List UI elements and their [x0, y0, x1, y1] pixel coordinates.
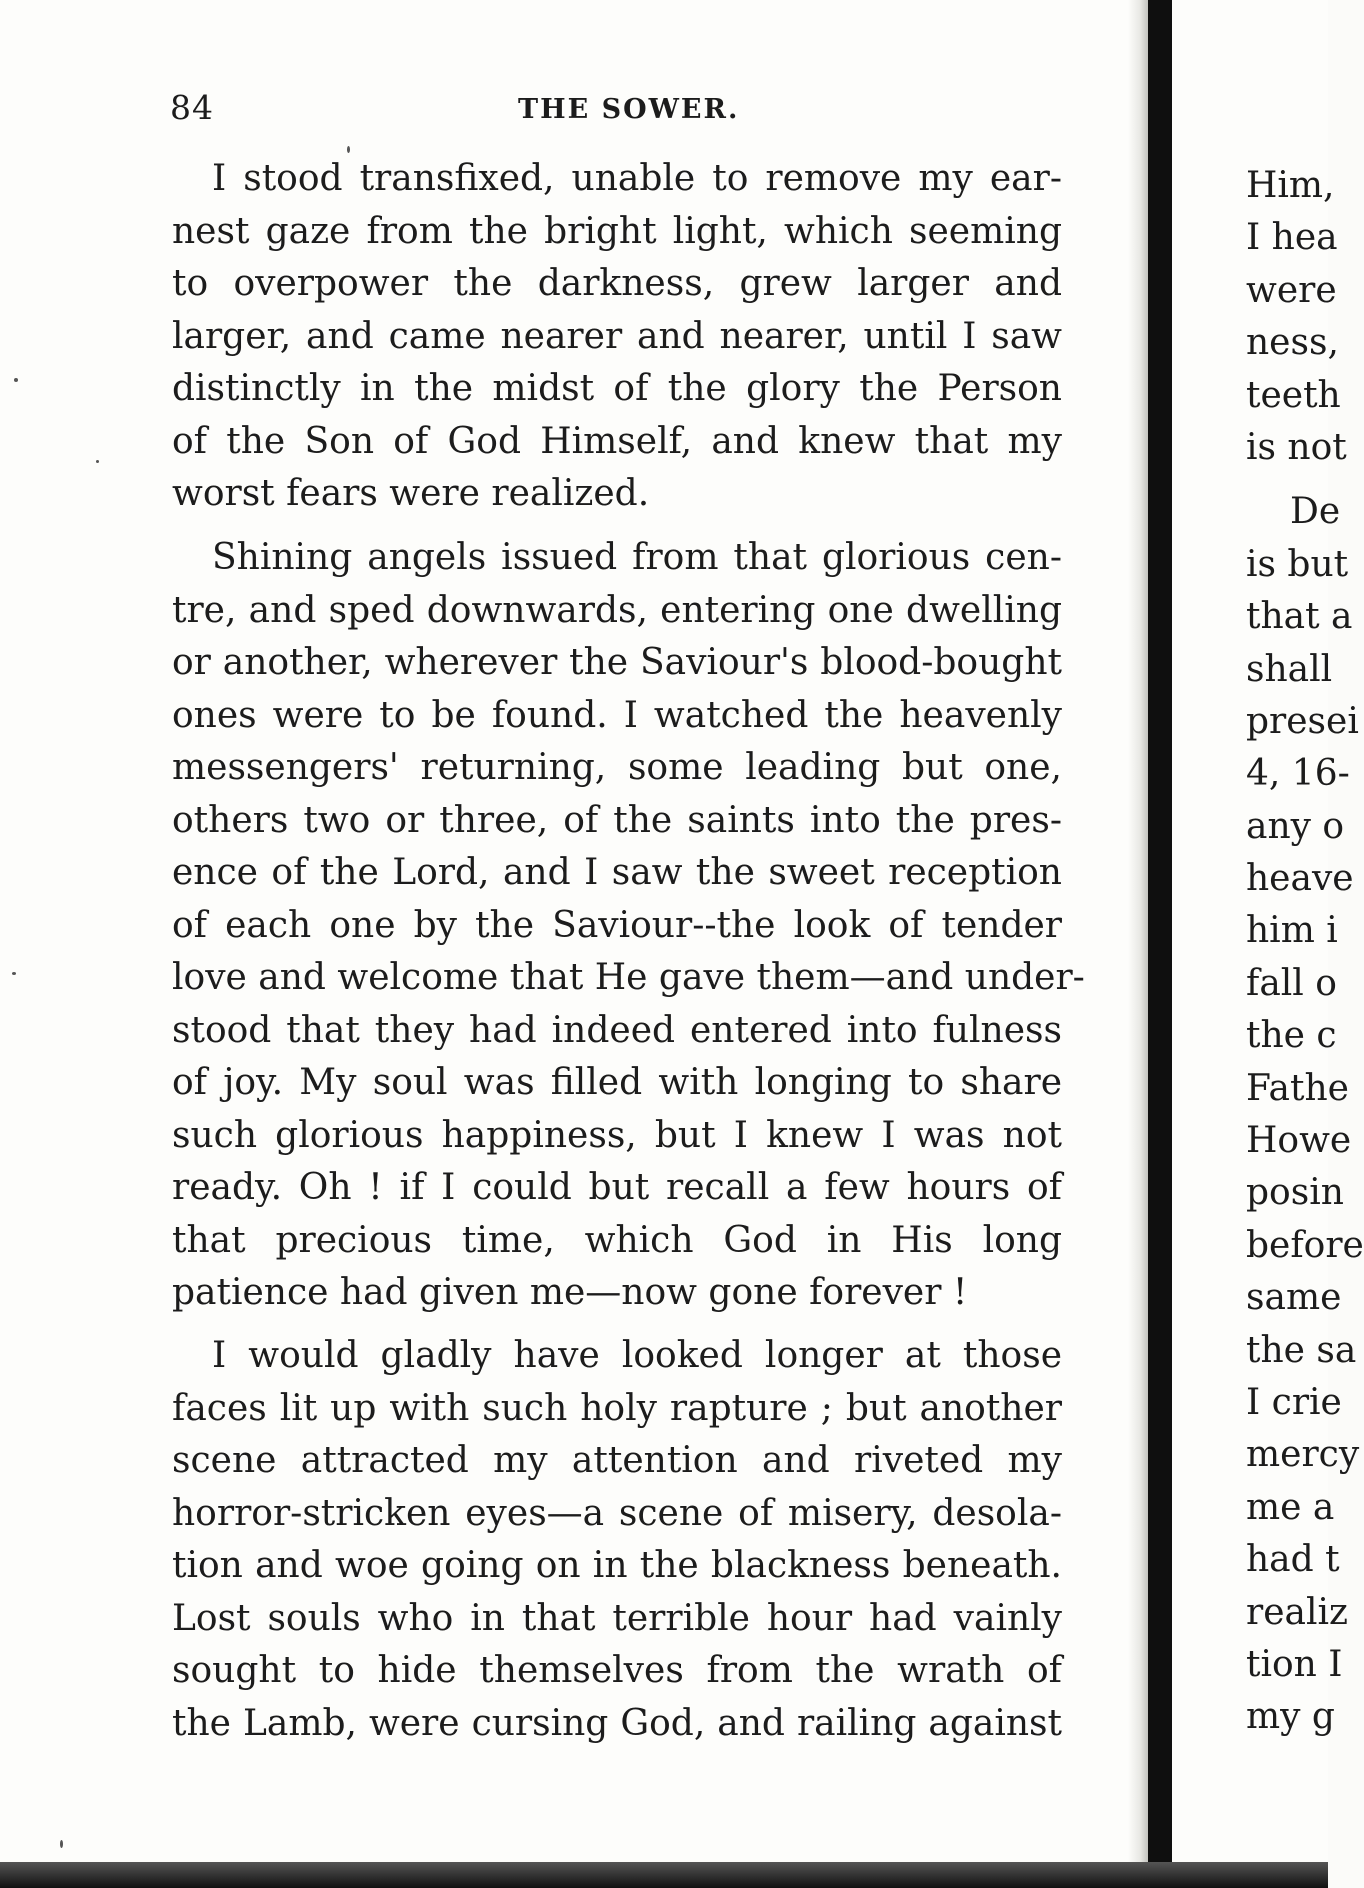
text-line: others two or three, of the saints into the pres- [172, 799, 1062, 841]
ink-speck [12, 972, 16, 975]
text-line: messengers' returning, some leading but one, [172, 747, 1062, 788]
text-line: nest gaze from the bright light, which seeming [172, 210, 1062, 252]
text-line: 4, 16- [1246, 753, 1350, 795]
text-line: were [1246, 269, 1337, 311]
text-line: Lost souls who in that terrible hour had vainly [172, 1597, 1062, 1639]
text-line: scene attracted my attention and riveted my [172, 1440, 1062, 1481]
gutter-shadow [1128, 0, 1150, 1888]
text-line: Him, [1246, 165, 1335, 206]
text-line: tion and woe going on in the blackness beneath. [172, 1545, 1062, 1586]
text-line: Howe [1246, 1120, 1352, 1162]
scan-bottom-edge [0, 1862, 1328, 1888]
text-line: that precious time, which God in His long [172, 1219, 1062, 1261]
text-line: that a [1246, 596, 1353, 638]
text-line: the Lamb, were cursing God, and railing against [172, 1702, 1062, 1744]
paragraph-3 [172, 1330, 1062, 1750]
text-line: shall [1246, 648, 1333, 690]
text-line: Fathe [1246, 1067, 1349, 1109]
text-line: stood that they had indeed entered into fulness [172, 1009, 1062, 1051]
text-line: such glorious happiness, but I knew I was not [172, 1114, 1062, 1156]
text-line: I crie [1246, 1381, 1342, 1423]
text-line: to overpower the darkness, grew larger and [172, 263, 1062, 304]
text-line: is but [1246, 543, 1349, 585]
text-line: of the Son of God Himself, and knew that my [172, 420, 1062, 462]
text-line: I stood transfixed, unable to remove my ear- [212, 158, 1062, 199]
text-line: I hea [1246, 217, 1338, 259]
text-line: sought to hide themselves from the wrath of [172, 1650, 1062, 1691]
text-line: had t [1246, 1539, 1340, 1581]
text-line: horror-stricken eyes—a scene of misery, desola- [172, 1492, 1062, 1534]
right-page [1172, 0, 1364, 1862]
text-line: me a [1246, 1486, 1335, 1528]
text-line: the c [1246, 1015, 1337, 1057]
text-line: ence of the Lord, and I saw the sweet reception [172, 852, 1062, 893]
text-line: realiz [1246, 1591, 1348, 1633]
text-line: any o [1246, 805, 1345, 847]
text-line: heave [1246, 858, 1354, 900]
text-line: teeth [1246, 374, 1341, 416]
running-head: THE SOWER. [518, 94, 740, 125]
text-line: my g [1246, 1696, 1335, 1738]
text-line: is not [1246, 426, 1347, 468]
text-line: or another, wherever the Saviour's blood-bought [172, 642, 1062, 683]
text-line: worst fears were realized. [172, 473, 650, 514]
text-line: of each one by the Saviour--the look of tender [172, 904, 1062, 946]
text-line: same [1246, 1277, 1342, 1319]
text-line: distinctly in the midst of the glory the Person [172, 368, 1062, 409]
text-line: larger, and came nearer and nearer, until I saw [172, 315, 1062, 357]
ink-speck [96, 460, 99, 463]
text-line: patience had given me—now gone forever ! [172, 1272, 968, 1313]
text-line: ready. Oh ! if I could but recall a few hours of [172, 1167, 1062, 1208]
text-line: tre, and sped downwards, entering one dwelling [172, 589, 1062, 631]
ink-speck [14, 378, 18, 382]
text-line: presei [1246, 700, 1359, 742]
text-line: of joy. My soul was filled with longing to share [172, 1062, 1062, 1103]
text-line: love and welcome that He gave them—and under- [172, 957, 1085, 998]
text-line: De [1290, 491, 1341, 533]
text-line: posin [1246, 1172, 1344, 1214]
ink-speck [347, 146, 350, 153]
paragraph-2 [172, 532, 1085, 1320]
text-line: Shining angels issued from that glorious cen- [212, 537, 1062, 578]
text-line: faces lit up with such holy rapture ; but another [172, 1387, 1062, 1429]
text-line: mercy [1246, 1434, 1360, 1476]
ink-speck [60, 1840, 63, 1848]
text-line: the sa [1246, 1329, 1357, 1371]
paragraph-1 [172, 153, 1062, 521]
right-page-text [1246, 160, 1364, 1744]
text-line: before [1246, 1224, 1364, 1266]
text-line: fall o [1246, 962, 1337, 1004]
text-line: I would gladly have looked longer at those [212, 1335, 1062, 1376]
text-line: tion I [1246, 1643, 1343, 1685]
text-line: ones were to be found. I watched the heavenly [172, 694, 1062, 736]
book-binding [1148, 0, 1172, 1888]
page-number: 84 [170, 88, 214, 127]
text-line: him i [1246, 910, 1338, 952]
text-line: ness, [1246, 322, 1339, 364]
